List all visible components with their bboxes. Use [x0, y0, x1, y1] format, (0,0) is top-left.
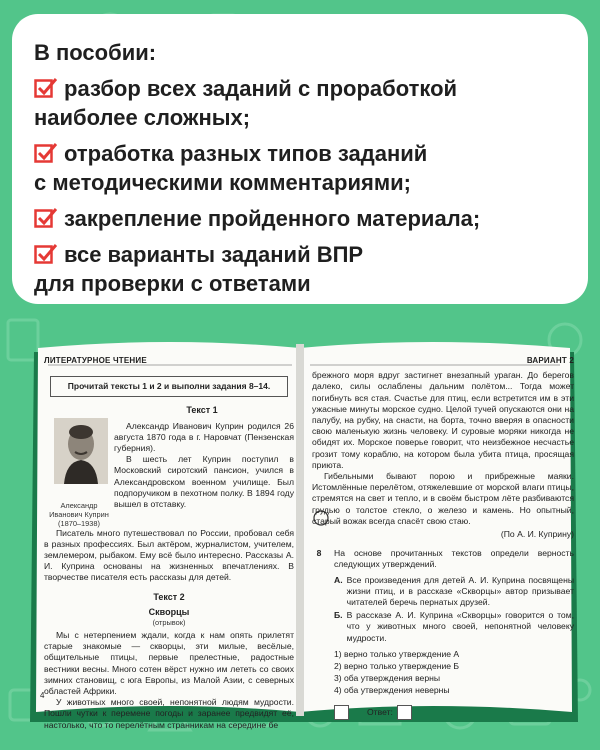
- feature-item-2-line2: с методическими комментариями;: [34, 170, 411, 195]
- statement-b: В рассказе А. И. Куприна «Скворцы» говорится о том, что у животных много своей, непонятной человеку мудрости.: [346, 610, 574, 643]
- text2-paragraph-3: Гибельными бывают порою и прибрежные маяки. Истомлённые перелётом, отяжелевшие от морской влаги птицы, стремятся на свет и тепло, и в своём быстром лёте разбиваются грудью о толстое стекло, о железо и камень. Но опытный, старый вожак всегда спасёт свою стаю.: [312, 471, 574, 526]
- answer-row: [334, 705, 574, 720]
- portrait-caption-2: Иванович Куприн: [49, 509, 109, 519]
- text1-paragraph-3: Писатель много путешествовал по России, пробовал себя в разных профессиях. Был актёром, журналистом, учителем, землемером, рыбаком. Ему всё было интересно. Рассказы А. И. Куприна основаны на жизненных впечатлениях. В творчестве писателя есть рассказы для детей.: [44, 527, 294, 583]
- text1-paragraph-2: В шесть лет Куприн поступил в Московский сиротский пансион, учился в Александровском военном училище. Был подпоручиком в пехотном полку. В 1894 году вышел в отставку.: [114, 454, 294, 510]
- right-running-head: ВАРИАНТ 2: [526, 356, 574, 365]
- text2-excerpt-note: (отрывок): [152, 618, 186, 628]
- answer-option-3: 3) оба утверждения верны: [334, 673, 441, 684]
- text1-title: Текст 1: [186, 405, 218, 416]
- feature-item-2-line1: отработка разных типов заданий: [64, 141, 428, 166]
- page-number: 4: [40, 691, 45, 700]
- text2-subtitle: Скворцы: [148, 606, 190, 617]
- card-title: В пособии:: [34, 40, 157, 65]
- portrait-caption-3: (1870–1938): [58, 518, 100, 528]
- statement-a: Все произведения для детей А. И. Куприна посвящены жизни птиц, и в рассказе «Скворцы» автор призывает читателей беречь пернатых друзей.: [346, 574, 574, 608]
- book-spine-gutter: [296, 344, 304, 716]
- text1-paragraph-1: Александр Иванович Куприн родился 26 августа 1870 года в г. Наровчат (Пензенская губерния).: [114, 420, 294, 454]
- text2-paragraph-2: У животных много своей, непонятной людям мудрости. Пошли чутки к перемене погоды и заранее предвидят её, настолько, что то перелётным странникам на середине бе: [44, 697, 294, 730]
- question-text: На основе прочитанных текстов определи верность следующих утверждений.: [334, 548, 574, 570]
- right-page: [312, 355, 574, 720]
- feature-item-3-line1: закрепление пройденного материала;: [64, 206, 481, 231]
- left-page: [44, 355, 294, 731]
- score-box: [334, 705, 349, 720]
- answer-box: [397, 705, 412, 720]
- text2-continuation: брежного моря вдруг застигнет внезапный ураган. До берегов далеко, силы ослаблены дальним полётом... Тогда может погибнуть вся стая. Счастье для птиц, если встретится им в эти ужасные минуты морское судно. Целой тучей опускаются они на палубу, на рубку, на снасти, на борта, точно вверяя в опасности свою маленькую жизнь человеку. И суровые моряки никогда не обидят их. Морское поверье говорит, что неизбежное несчастье грозит тому кораблю, на котором была убита птица, просящая приюта.: [312, 370, 574, 470]
- feature-item-4-line1: все варианты заданий ВПР: [64, 242, 364, 267]
- feature-item-1-line2: наиболее сложных;: [34, 105, 251, 130]
- text2-author: (По А. И. Куприну): [500, 529, 574, 540]
- text2-title: Текст 2: [153, 591, 185, 602]
- feature-item-1-line1: разбор всех заданий с проработкой: [64, 76, 458, 101]
- feature-item-4-line2: для проверки с ответами: [34, 271, 311, 296]
- answer-option-2: 2) верно только утверждение Б: [334, 661, 460, 672]
- statement-a-label: А.: [334, 574, 343, 585]
- answer-option-1: 1) верно только утверждение А: [334, 648, 460, 659]
- portrait-caption-1: Александр: [60, 500, 98, 510]
- statement-b-label: Б.: [334, 610, 343, 621]
- answer-option-4: 4) оба утверждения неверны: [334, 685, 450, 696]
- text2-paragraph-1: Мы с нетерпением ждали, когда к нам опять прилетят старые знакомые — скворцы, эти милые, весёлые, общительные птицы, первые прелестные, радостные вестники весны. Много сотен вёрст нужно им лететь со своих зимних становищ, с юга Европы, из Малой Азии, с северных областей Африки.: [44, 630, 294, 697]
- answer-label: Ответ:: [367, 706, 393, 717]
- task-instruction-box: Прочитай тексты 1 и 2 и выполни задания 8–14.: [50, 376, 288, 397]
- left-running-head: ЛИТЕРАТУРНОЕ ЧТЕНИЕ: [44, 356, 147, 365]
- question-number: 8: [316, 548, 322, 559]
